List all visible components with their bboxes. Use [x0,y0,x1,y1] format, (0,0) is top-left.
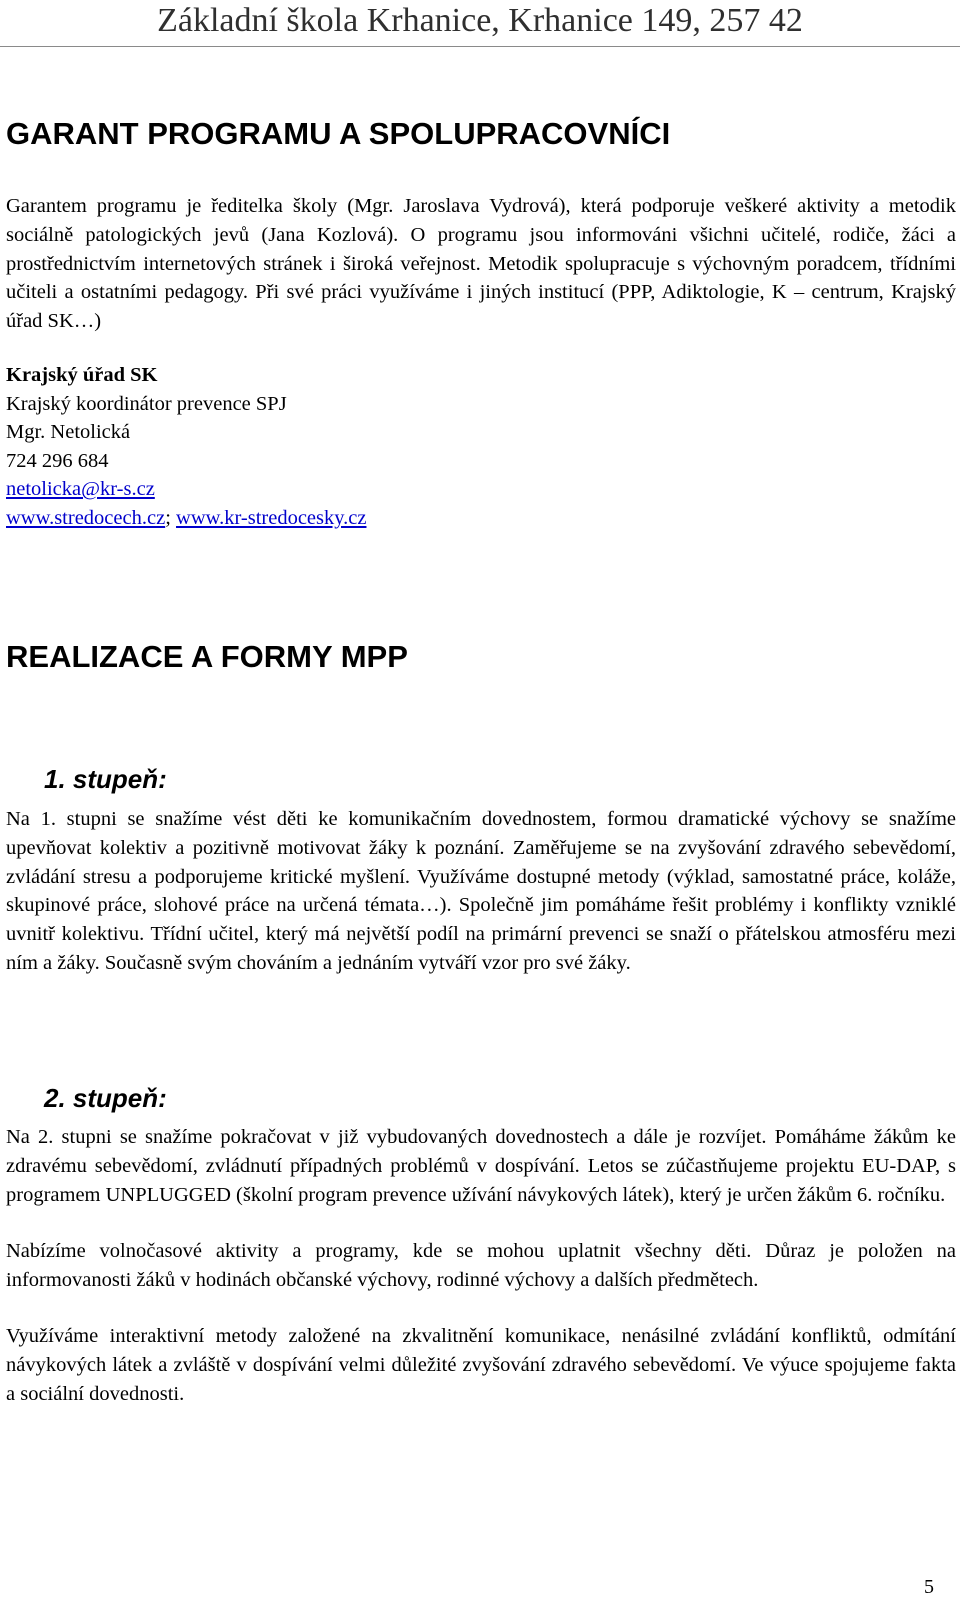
contact-phone: 724 296 684 [6,449,109,472]
grade2-paragraph-1: Na 2. stupni se snažíme pokračovat v již vybudovaných dovednostech a dále je rozvíjet. Pomáháme žákům ke zdravému sebevědomí, zvládnutí případných problémů v dospívání. Letos se zúčastňujeme projektu EU-DAP, s programem UNPLUGGED (školní program prevence užívání návykových látek), který je určen žákům 6. ročníku. [6,1126,956,1206]
grade2-paragraph-2: Nabízíme volnočasové aktivity a programy, kde se mohou uplatnit všechny děti. Důraz je položen na informovanosti žáků v hodinách občanské výchovy, rodinné výchovy a dalších předmětech. [6,1240,956,1291]
contact-org: Krajský úřad SK [6,364,158,386]
contact-block [6,361,906,532]
section-heading-garant: GARANT PROGRAMU A SPOLUPRACOVNÍCI [6,116,671,151]
link-separator: ; [165,506,177,529]
grade2-paragraph-3: Využíváme interaktivní metody založené na zkvalitnění komunikace, nenásilné zvládání konfliktů, odmítání návykových látek a zvláště v dospívání velmi důležité zvyšování zdravého sebevědomí. Ve výuce spojujeme fakta a sociální dovednosti. [6,1325,956,1405]
grade2-heading: 2. stupeň: [44,1083,167,1113]
grade1-heading: 1. stupeň: [44,764,167,794]
school-name: Základní škola Krhanice, Krhanice 149, 257 42 [157,2,803,39]
grade1-paragraph: Na 1. stupni se snažíme vést děti ke komunikačním dovednostem, formou dramatické výchovy se snažíme upevňovat kolektiv a pozitivně motivovat žáky k poznání. Zaměřujeme se na zvyšování zdravého sebevědomí, zvládání stresu a podporujeme kritické myšlení. Využíváme dostupné metody (výklad, samostatné práce, koláže, skupinové práce, slohové práce na určená témata…). Společně jim pomáháme řešit problémy i konflikty vzniklé uvnitř kolektivu. Třídní učitel, který má největší podíl na primární prevenci se snaží o přátelskou atmosféru mezi ním a žáky. Současně svým chováním a jednáním vytváří vzor pro své žáky. [6,808,956,974]
contact-name: Mgr. Netolická [6,421,131,443]
page-header [0,0,960,47]
contact-role: Krajský koordinátor prevence SPJ [6,392,287,415]
contact-web-link-kr-stredocesky[interactable]: www.kr-stredocesky.cz [176,506,367,529]
garant-paragraph: Garantem programu je ředitelka školy (Mgr. Jaroslava Vydrová), která podporuje veškeré aktivity a metodik sociálně patologických jevů (Jana Kozlová). O programu jsou informováni všichni učitelé, rodiče, žáci a prostřednictvím internetových stránek i široká veřejnost. Metodik spolupracuje s výchovným poradcem, třídními učiteli a ostatními pedagogy. Při své práci využíváme i jiných institucí (PPP, Adiktologie, K – centrum, Krajský úřad SK…) [6,195,956,333]
contact-web-link-stredocech[interactable]: www.stredocech.cz [6,506,166,529]
page-number: 5 [924,1576,934,1598]
contact-email-link[interactable]: netolicka@kr-s.cz [6,478,155,500]
section-heading-realizace: REALIZACE A FORMY MPP [6,639,408,674]
